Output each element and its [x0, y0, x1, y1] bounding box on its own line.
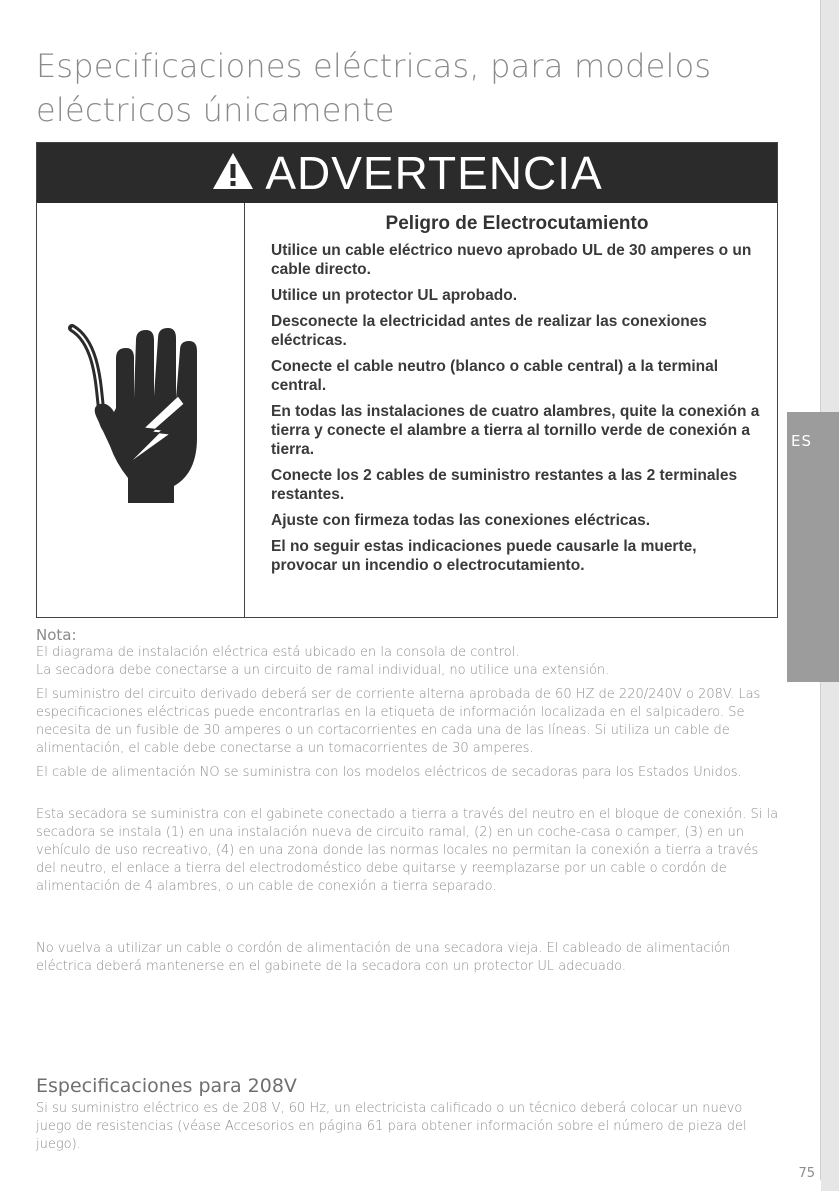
language-tab: [787, 412, 839, 682]
language-tab-label: ES: [791, 432, 812, 450]
note-paragraph: Esta secadora se suministra con el gabinete conectado a tierra a través del neutro en el bloque de conexión. Si la secadora se instala (1) en una instalación nueva de circuito ramal, (2) en un coche-casa o camper, (3) en un vehículo de uso recreativo, (4) en una zona donde las normas locales no permitan la conexión a tierra a través del neutro, el enlace a tierra del electrodoméstico debe quitarse y reemplazarse por un cable o cordón de alimentación de 4 alambres, o un cable de conexión a tierra separado.: [36, 807, 779, 894]
warning-item: Ajuste con firmeza todas las conexiones eléctricas.: [271, 512, 651, 529]
note-paragraph: El diagrama de instalación eléctrica está ubicado en la consola de control.: [36, 645, 520, 660]
warning-header-title: ADVERTENCIA: [265, 147, 603, 199]
warning-header: [37, 143, 777, 203]
warning-item: En todas las instalaciones de cuatro alambres, quite la conexión a tierra y conecte el alambre a tierra al tornillo verde de conexión a tierra.: [271, 403, 760, 458]
note-paragraph: No vuelva a utilizar un cable o cordón de alimentación de una secadora vieja. El cableado de alimentación eléctrica deberá mantenerse en el gabinete de la secadora con un protector UL adecuado.: [36, 941, 731, 974]
warning-box: [36, 142, 778, 618]
warning-triangle-icon: [211, 151, 255, 195]
warning-text-panel: [245, 203, 777, 617]
note-paragraph: El suministro del circuito derivado deberá ser de corriente alterna aprobada de 60 HZ de 220/240V o 208V. Las especificaciones eléctricas puede encontrarlas en la etiqueta de información localizada en el salpicadero. Se necesita de un fusible de 30 amperes o un cortacorrientes en cada una de las líneas. Si utiliza un cable de alimentación, el cable debe conectarse a un tomacorrientes de 30 amperes.: [36, 687, 761, 756]
electric-shock-hand-icon: [66, 308, 216, 512]
section-208v-text: Si su suministro eléctrico es de 208 V, 60 Hz, un electricista calificado o un técnico deberá colocar un nuevo juego de resistencias (véase Accesorios en página 61 para obtener información sobre el número de pieza del juego).: [36, 1101, 747, 1152]
warning-item: Conecte los 2 cables de suministro restantes a las 2 terminales restantes.: [271, 467, 738, 503]
page-number: 75: [798, 1166, 815, 1181]
warning-item: Desconecte la electricidad antes de realizar las conexiones eléctricas.: [271, 313, 707, 349]
page-title: Especificaciones eléctricas, para modelos eléctricos únicamente: [36, 47, 712, 129]
note-label: Nota:: [36, 626, 77, 644]
warning-item: Conecte el cable neutro (blanco o cable central) a la terminal central.: [271, 358, 719, 394]
warning-item: El no seguir estas indicaciones puede causarle la muerte, provocar un incendio o electrocutamiento.: [271, 538, 697, 574]
warning-item: Utilice un protector UL aprobado.: [271, 287, 518, 304]
illustration-panel: [37, 203, 245, 617]
note-paragraph: El cable de alimentación NO se suministra con los modelos eléctricos de secadoras para los Estados Unidos.: [36, 765, 742, 780]
warning-list: [271, 241, 763, 575]
note-paragraph: La secadora debe conectarse a un circuito de ramal individual, no utilice una extensión.: [36, 663, 610, 678]
warning-item: Utilice un cable eléctrico nuevo aprobado UL de 30 amperes o un cable directo.: [271, 242, 752, 278]
hazard-title: Peligro de Electrocutamiento: [385, 213, 649, 234]
warning-body: [37, 203, 777, 617]
section-208v-heading: Especificaciones para 208V: [36, 1075, 297, 1097]
